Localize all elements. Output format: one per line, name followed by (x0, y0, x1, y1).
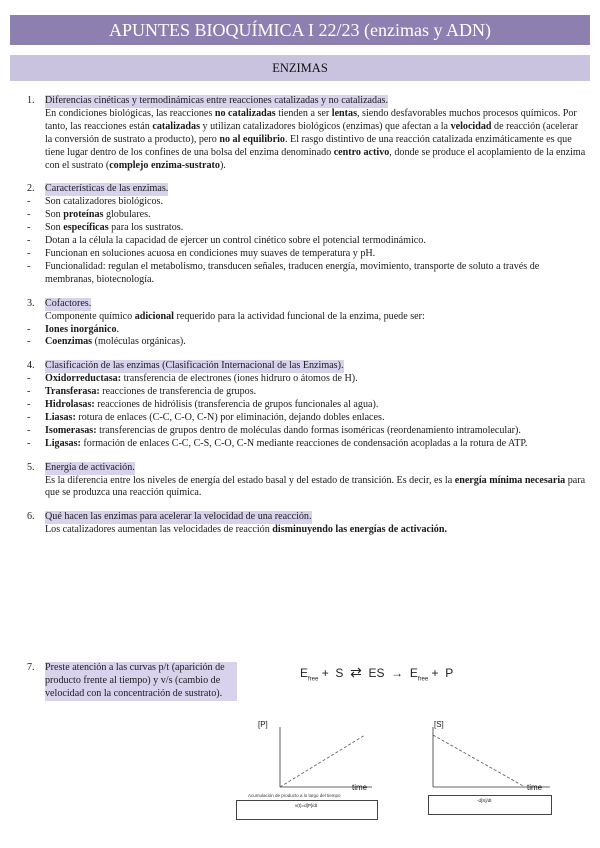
bullet-dash: - (27, 260, 31, 272)
bullet-item (27, 235, 587, 248)
bullet-run: específicas (63, 222, 109, 234)
bullet-item (27, 373, 587, 386)
bullet-run: formación de enlaces C-C, C-S, C-O, C-N mediante reacciones de condensación acopladas a la rotura de ATP. (80, 437, 528, 449)
bullet-run: Funcionan en soluciones acuosa en condiciones muy suaves de temperatura y pH. (45, 247, 376, 259)
section-heading: ENZIMAS (10, 55, 590, 81)
item-heading-row (27, 95, 587, 108)
bullet-item (27, 222, 587, 235)
bullet-run: globulares. (103, 209, 151, 221)
bullet-item (27, 336, 587, 349)
item-heading: Energía de activación. (45, 461, 135, 473)
item-heading: Características de las enzimas. (45, 183, 169, 195)
paragraph-run: velocidad (450, 120, 492, 132)
bullet-dash: - (27, 222, 31, 234)
bullet-run: Dotan a la célula la capacidad de ejercer un control cinético sobre el potencial termodinámico. (45, 235, 426, 247)
paragraph-run: centro activo (333, 146, 390, 158)
bullet-run: proteínas (63, 209, 104, 221)
item-heading-row (27, 511, 587, 524)
bullet-dash: - (27, 424, 31, 436)
paragraph-run: Los catalizadores aumentan las velocidades de reacción (45, 524, 273, 536)
item-number: 6. (27, 511, 35, 523)
product-curve (280, 735, 365, 787)
bullet-item (27, 209, 587, 222)
bullet-text (45, 222, 183, 235)
item-number: 5. (27, 461, 35, 473)
paragraph-run: no al equilibrio (219, 133, 285, 145)
item-number: 1. (27, 95, 35, 106)
paragraph-run: adicional (134, 310, 174, 322)
bullet-text (45, 196, 163, 209)
item-number: 4. (27, 360, 35, 372)
bullet-item (27, 261, 587, 287)
left-plot-ylabel: [P] (258, 720, 268, 729)
bullet-item (27, 196, 587, 209)
bullet-dash: - (27, 373, 31, 385)
bullet-text (45, 386, 256, 399)
paragraph-run: Es la diferencia entre los niveles de energía del estado basal y del estado de transición. Es decir, es la (45, 474, 455, 486)
bullet-text (45, 373, 358, 386)
left-formula-box (236, 800, 378, 820)
left-plot-xlabel: time (352, 783, 368, 792)
item-number: 3. (27, 297, 35, 309)
content-body (27, 95, 587, 548)
left-plot-caption: Acumulación de producto a lo largo del tiempo (248, 793, 341, 798)
paragraph-run: de reacción (acelerar la conversión de sustrato a producto), pero (45, 120, 579, 145)
bullet-dash: - (27, 196, 31, 208)
bullet-run: Ligasas: (45, 437, 81, 449)
bullet-dash: - (27, 209, 31, 221)
bullet-run: Coenzimas (45, 336, 93, 348)
paragraph-run: complejo enzima-sustrato (109, 159, 220, 171)
bullet-dash: - (27, 323, 31, 335)
equilibrium-arrows-icon: ⇄ (350, 664, 362, 680)
bullet-run: (moléculas orgánicas). (92, 336, 186, 348)
bullet-text (45, 248, 375, 261)
item-paragraph (27, 524, 587, 537)
paragraph-run: . El rasgo distintivo de una reacción catalizada enzimáticamente es que tiene lugar dentro de los confines de una bolsa del enzima denominado (45, 133, 572, 158)
right-formula-box (428, 795, 552, 815)
bullet-run: Iones inorgánico (45, 323, 117, 335)
enzyme-free-1-sub: free (308, 676, 319, 683)
item-5 (27, 462, 587, 501)
paragraph-run: energía mínima necesaria (454, 474, 566, 486)
item-heading: Cofactores. (45, 297, 92, 309)
item-heading: Diferencias cinéticas y termodinámicas entre reacciones catalizadas y no catalizadas. (45, 95, 389, 106)
bullet-item (27, 386, 587, 399)
paragraph-run: lentas (331, 107, 357, 119)
bullet-run: Son (45, 209, 64, 221)
item-6 (27, 511, 587, 537)
substrate-curve (433, 735, 525, 787)
item-paragraph (27, 311, 587, 324)
item-4 (27, 360, 587, 450)
paragraph-run: requerido para la actividad funcional de la enzima, puede ser: (173, 310, 425, 322)
item-3 (27, 298, 587, 350)
item-heading-row (27, 360, 587, 373)
bullet-run: Son (45, 222, 64, 234)
item-paragraph (27, 108, 587, 173)
bullet-text (45, 438, 527, 451)
bullet-item (27, 438, 587, 451)
bullet-run: transferencias de grupos dentro de moléculas dando formas isoméricas (reordenamiento intramolecular). (96, 424, 521, 436)
bullet-run: Isomerasas: (45, 424, 97, 436)
document-title: APUNTES BIOQUÍMICA I 22/23 (enzimas y ADN) (10, 15, 590, 45)
item-heading-row (27, 298, 587, 311)
forward-arrow-icon: → (391, 666, 404, 680)
paragraph-run: catalizadas (152, 120, 201, 132)
bullet-text (45, 399, 378, 412)
paragraph-run: disminuyendo las energías de activación. (272, 524, 447, 536)
substrate: S (335, 666, 344, 680)
paragraph-run: no catalizadas (214, 107, 276, 119)
paragraph-run: tienden a ser (275, 107, 332, 119)
bullet-dash: - (27, 411, 31, 423)
enzyme-free-1: E (300, 666, 309, 680)
bullet-run: Funcionalidad: regulan el metabolismo, transducen señales, traducen energía, movimiento, transporte de soluto a través de membranas, biotecnología. (45, 260, 540, 285)
item-heading-row (27, 183, 587, 196)
reaction-equation (300, 664, 453, 682)
item-number: 2. (27, 183, 35, 195)
bullet-text (45, 235, 426, 248)
enzyme-substrate-complex: ES (368, 666, 385, 680)
bullet-dash: - (27, 235, 31, 247)
paragraph-run: , siendo desfavorables muchos procesos químicos. Por tanto, las reacciones están (45, 107, 577, 132)
left-formula: v(t)=d[P]/dt (295, 803, 318, 808)
bullet-text (45, 412, 384, 425)
paragraph-run: ). (219, 159, 226, 171)
right-formula: -d[S]/dt (477, 798, 492, 803)
item-paragraph (27, 475, 587, 501)
right-plot-ylabel: [S] (434, 720, 444, 729)
bullet-run: Transferasa: (45, 386, 100, 398)
paragraph-run: En condiciones biológicas, las reacciones (45, 107, 215, 119)
bullet-run: Son catalizadores biológicos. (45, 196, 164, 208)
bullet-run: Hidrolasas: (45, 399, 95, 411)
bullet-run: reacciones de hidrólisis (transferencia de grupos funcionales al agua). (94, 399, 379, 411)
bullet-dash: - (27, 386, 31, 398)
bullet-text (45, 425, 521, 438)
bullet-item (27, 425, 587, 438)
bullet-text (45, 324, 119, 337)
bullet-run: . (116, 323, 120, 335)
paragraph-run: para que se produzca una reacción química. (45, 474, 586, 499)
bullet-dash: - (27, 247, 31, 259)
bullet-run: Oxidorreductasa: (45, 373, 122, 385)
bullet-run: rotura de enlaces (C-C, C-O, C-N) por eliminación, dejando dobles enlaces. (75, 411, 385, 423)
bullet-run: transferencia de electrones (iones hidruro o átomos de H). (121, 373, 358, 385)
bullet-item (27, 399, 587, 412)
bullet-item (27, 248, 587, 261)
item-heading: Clasificación de las enzimas (Clasificación Internacional de las Enzimas). (45, 360, 344, 372)
enzyme-free-2: E (409, 666, 418, 680)
bullet-item (27, 412, 587, 425)
paragraph-run: y utilizan catalizadores biológicos (enzimas) que afectan a la (200, 120, 451, 132)
bullet-text (45, 336, 186, 349)
item-7 (27, 662, 237, 701)
bullet-run: Liasas: (45, 411, 76, 423)
right-plot-xlabel: time (527, 783, 543, 792)
bullet-dash: - (27, 399, 31, 411)
bullet-item (27, 324, 587, 337)
bullet-run: reacciones de transferencia de grupos. (99, 386, 257, 398)
item-1 (27, 95, 587, 172)
paragraph-run: Componente químico (45, 310, 135, 322)
bullet-dash: - (27, 336, 31, 348)
plus-1: + (321, 666, 329, 680)
plus-2: + (431, 666, 439, 680)
item-2 (27, 183, 587, 286)
paragraph-run: , donde se produce el acoplamiento de la enzima con el sustrato ( (45, 146, 586, 171)
enzyme-free-2-sub: free (417, 676, 429, 683)
bullet-run: para los sustratos. (108, 222, 184, 234)
item-7-number: 7. (27, 662, 35, 673)
item-heading-row (27, 462, 587, 475)
item-heading: Qué hacen las enzimas para acelerar la velocidad de una reacción. (45, 511, 312, 523)
bullet-text (45, 209, 151, 222)
bullet-text (45, 261, 587, 287)
product: P (445, 666, 454, 680)
item-7-heading: Preste atención a las curvas p/t (aparición de producto frente al tiempo) y v/s (cambio de velocidad con la concentración de sustrato). (45, 662, 237, 701)
bullet-dash: - (27, 437, 31, 449)
